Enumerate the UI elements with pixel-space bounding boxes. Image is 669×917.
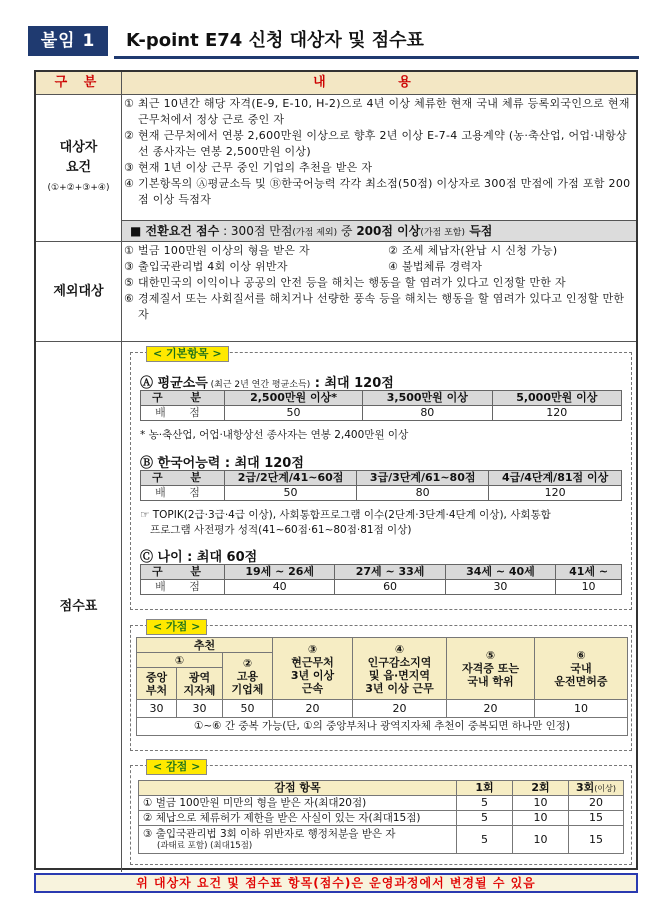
conversion-title: ■ 전환요건 점수 xyxy=(130,224,220,238)
table-cell: 30 xyxy=(137,700,177,718)
conversion-part4: 득점 xyxy=(465,224,493,238)
table-cell: 배 점 xyxy=(141,406,225,421)
eligibility-item-3: ③ 현재 1년 이상 근무 중인 기업의 추천을 받은 자 xyxy=(124,161,373,174)
footer-notice: 위 대상자 요건 및 점수표 항목(점수)은 운영과정에서 변경될 수 있음 xyxy=(34,873,638,893)
income-title-main: Ⓐ 평균소득 xyxy=(140,376,208,391)
table-cell: 배 점 xyxy=(141,580,225,595)
deduction-header-3: 3회 xyxy=(576,780,595,794)
eligibility-label xyxy=(36,95,122,241)
eligibility-label-line2: 요건 xyxy=(65,160,92,175)
table-cell: 배 점 xyxy=(141,486,225,501)
table-cell xyxy=(139,826,457,854)
table-row xyxy=(141,486,622,501)
table-cell: 5 xyxy=(457,796,513,811)
deduction-item-3: ③ 출입국관리법 3회 이하 위반자로 행정처분을 받은 자 xyxy=(143,827,396,840)
table-cell: 15 xyxy=(569,826,624,854)
table-cell xyxy=(569,781,624,796)
bonus-col-1b: 광역 지자체 xyxy=(177,668,223,700)
table-cell: 20 xyxy=(273,700,353,718)
table-cell: 80 xyxy=(357,486,489,501)
age-title-main: Ⓒ 나이 xyxy=(140,550,183,565)
exclusion-item-2: ② 조세 체납자(완납 시 신청 가능) xyxy=(388,244,558,257)
table-cell: 40 xyxy=(225,580,335,595)
korean-note-line1: ☞ TOPIK(2급·3급·4급 이상), 사회통합프로그램 이수(2단계·3단계·4단계 이상), 사회통합 xyxy=(140,509,551,521)
table-cell: 20 xyxy=(353,700,447,718)
korean-title-main: Ⓑ 한국어능력 xyxy=(140,456,221,471)
conversion-requirement xyxy=(122,220,636,241)
eligibility-item-1: ① 최근 10년간 해당 자격(E-9, E-10, H-2)으로 4년 이상 체류한 현재 국내 체류 등록외국인으로 현재 근무처에서 정상 근로 중인 자 xyxy=(124,97,630,126)
table-row xyxy=(137,700,628,718)
table-cell: 19세 ~ 26세 xyxy=(225,565,335,580)
korean-title-max: : 최대 120점 xyxy=(220,456,304,471)
table-cell: 120 xyxy=(492,406,621,421)
table-cell: 5 xyxy=(457,826,513,854)
table-cell: 구 분 xyxy=(141,391,225,406)
deduction-header-3-note: (이상) xyxy=(594,783,616,793)
eligibility-item-4: ④ 기본항목의 Ⓐ평균소득 및 Ⓑ한국어능력 각각 최소점(50점) 이상자로 300점 만점에 가점 포함 200점 이상 득점자 xyxy=(124,177,631,206)
table-cell: 20 xyxy=(569,796,624,811)
age-table xyxy=(140,564,622,595)
table-cell: 30 xyxy=(445,580,555,595)
table-cell: 10 xyxy=(513,796,569,811)
eligibility-label-line1: 대상자 xyxy=(59,140,98,155)
exclusion-item-1: ① 벌금 100만원 이상의 형을 받은 자 xyxy=(124,244,310,257)
table-cell: 4급/4단계/81점 이상 xyxy=(489,471,622,486)
header xyxy=(28,26,639,60)
income-table xyxy=(140,390,622,421)
table-cell: 60 xyxy=(335,580,445,595)
table-cell: 120 xyxy=(489,486,622,501)
bonus-col-1a: 중앙 부처 xyxy=(137,668,177,700)
scoring-section xyxy=(36,342,636,872)
table-row xyxy=(139,811,624,826)
table-cell: 27세 ~ 33세 xyxy=(335,565,445,580)
table-cell: 15 xyxy=(569,811,624,826)
main-table xyxy=(34,70,638,870)
table-cell: 80 xyxy=(363,406,492,421)
korean-note-line2: 프로그램 사전평가 성적(41~60점·61~80점·81점 이상) xyxy=(140,524,412,536)
table-cell: 구 분 xyxy=(141,471,225,486)
table-cell: 30 xyxy=(177,700,223,718)
exclusion-item-3: ③ 출입국관리법 4회 이상 위반자 xyxy=(124,260,288,273)
table-row xyxy=(139,781,624,796)
table-row xyxy=(139,796,624,811)
exclusion-item-4: ④ 불법체류 경력자 xyxy=(388,260,483,273)
table-cell: 41세 ~ xyxy=(556,565,622,580)
eligibility-section xyxy=(36,95,636,242)
conversion-part2: 중 xyxy=(337,224,357,238)
conversion-part3: 200점 이상 xyxy=(356,224,421,238)
table-row xyxy=(141,580,622,595)
eligibility-label-note: (①+②+③+④) xyxy=(47,183,110,193)
table-row xyxy=(141,391,622,406)
table-header-row xyxy=(36,72,636,95)
table-cell: 3급/3단계/61~80점 xyxy=(357,471,489,486)
table-cell: 구 분 xyxy=(141,565,225,580)
scoring-label: 점수표 xyxy=(36,342,122,872)
column-header-content: 내 용 xyxy=(313,75,445,90)
exclusion-section xyxy=(36,242,636,342)
table-cell: 감점 항목 xyxy=(139,781,457,796)
basic-items-tag: < 기본항목 > xyxy=(146,346,229,362)
table-row xyxy=(141,406,622,421)
table-cell: 10 xyxy=(535,700,628,718)
table-cell: 20 xyxy=(447,700,535,718)
table-cell: 2급/2단계/41~60점 xyxy=(225,471,357,486)
table-cell: 1회 xyxy=(457,781,513,796)
exclusion-label: 제외대상 xyxy=(36,242,122,341)
income-title-max: : 최대 120점 xyxy=(310,376,394,391)
bonus-recommend-header: 추천 xyxy=(137,638,273,653)
exclusion-item-6: ⑥ 경제질서 또는 사회질서를 해치거나 선량한 풍속 등을 해치는 행동을 할 염려가 있다고 인정할 만한 자 xyxy=(124,292,625,321)
table-cell: 2,500만원 이상* xyxy=(225,391,363,406)
korean-title xyxy=(140,452,304,471)
table-row xyxy=(137,638,628,653)
exclusion-items xyxy=(124,243,632,323)
bonus-note: ①~⑥ 간 중복 가능(단, ①의 중앙부처나 광역지자체 추천이 중복되면 하나만 인정) xyxy=(137,718,628,736)
income-title xyxy=(140,372,394,391)
table-cell: 10 xyxy=(513,811,569,826)
bonus-col-1: ① xyxy=(137,653,223,668)
conversion-part1-note: (가점 제외) xyxy=(292,228,338,238)
table-cell: ② 체납으로 체류허가 제한을 받은 사실이 있는 자(최대15점) xyxy=(139,811,457,826)
bonus-col-3: ③ 현근무처 3년 이상 근속 xyxy=(273,638,353,700)
bonus-tag: < 가점 > xyxy=(146,619,207,635)
age-title-max: : 최대 60점 xyxy=(182,550,258,565)
table-cell: 50 xyxy=(223,700,273,718)
table-cell: 10 xyxy=(556,580,622,595)
bonus-col-5: ⑤ 자격증 또는 국내 학위 xyxy=(447,638,535,700)
page-title: K-point E74 신청 대상자 및 점수표 xyxy=(126,30,424,51)
bonus-col-4: ④ 인구감소지역 및 읍·면지역 3년 이상 근무 xyxy=(353,638,447,700)
conversion-part3-note: (가점 포함) xyxy=(420,228,466,238)
table-cell: 2회 xyxy=(513,781,569,796)
deduction-tag: < 감점 > xyxy=(146,759,207,775)
table-cell: 10 xyxy=(513,826,569,854)
table-cell: 5,000만원 이상 xyxy=(492,391,621,406)
table-row xyxy=(141,471,622,486)
bonus-table xyxy=(136,637,628,736)
conversion-part1: : 300점 만점 xyxy=(219,224,293,238)
deduction-item-3-sub: (과태료 포함) (최대15점) xyxy=(157,840,253,851)
table-row xyxy=(137,718,628,736)
age-title xyxy=(140,546,257,565)
appendix-badge: 붙임 1 xyxy=(28,26,108,56)
bonus-col-2: ② 고용 기업체 xyxy=(223,653,273,700)
korean-table xyxy=(140,470,622,501)
table-row xyxy=(139,826,624,854)
table-cell: 50 xyxy=(225,406,363,421)
table-row xyxy=(141,565,622,580)
exclusion-item-5: ⑤ 대한민국의 이익이나 공공의 안전 등을 해치는 행동을 할 염려가 있다고 인정할 만한 자 xyxy=(124,276,566,289)
table-cell: 34세 ~ 40세 xyxy=(445,565,555,580)
table-cell: 5 xyxy=(457,811,513,826)
deduction-table xyxy=(138,780,624,854)
income-note: * 농·축산업, 어업·내항상선 종사자는 연봉 2,400만원 이상 xyxy=(140,429,409,441)
table-cell: ① 벌금 100만원 미만의 형을 받은 자(최대20점) xyxy=(139,796,457,811)
eligibility-item-2: ② 현재 근무처에서 연봉 2,600만원 이상으로 향후 2년 이상 E-7-4 고용계약 (농·축산업, 어업·내항상선 종사자는 연봉 2,500만원 이상) xyxy=(124,129,627,158)
table-cell: 50 xyxy=(225,486,357,501)
bonus-col-6: ⑥ 국내 운전면허증 xyxy=(535,638,628,700)
income-title-note: (최근 2년 연간 평균소득) xyxy=(207,380,311,390)
column-header-category: 구 분 xyxy=(36,72,122,94)
header-underline xyxy=(114,56,639,59)
eligibility-items xyxy=(124,96,632,208)
table-cell: 3,500만원 이상 xyxy=(363,391,492,406)
